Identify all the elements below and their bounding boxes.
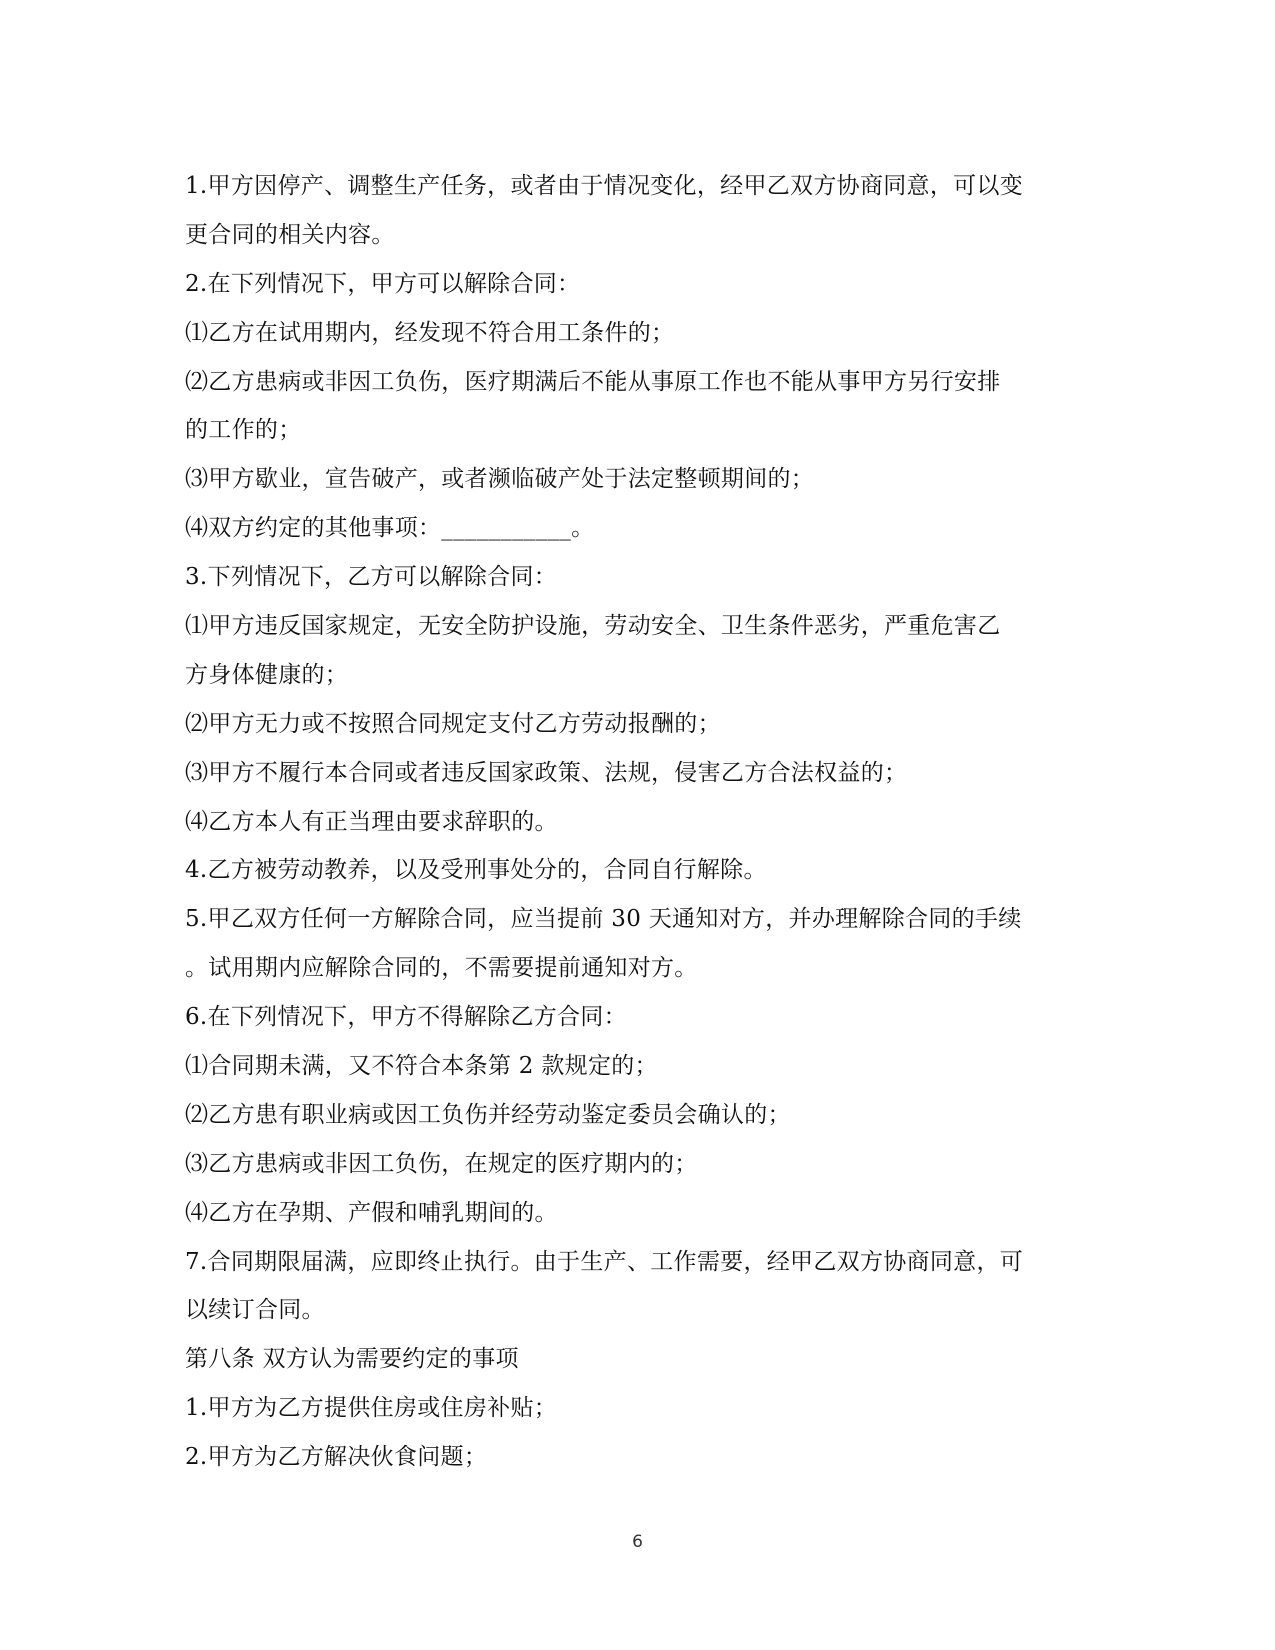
text-line: ⑴乙方在试用期内，经发现不符合用工条件的；	[185, 319, 675, 346]
text-line: ⑶甲方不履行本合同或者违反国家政策、法规，侵害乙方合法权益的；	[185, 759, 908, 786]
text-line: ⑶甲方歇业，宣告破产，或者濒临破产处于法定整顿期间的；	[185, 466, 815, 493]
text-line: ⑷乙方在孕期、产假和哺乳期间的。	[185, 1199, 558, 1226]
text-line: 方身体健康的；	[185, 661, 349, 688]
text-line: ⑷乙方本人有正当理由要求辞职的。	[185, 808, 558, 835]
text-line: ⑴合同期未满，又不符合本条第 2 款规定的；	[185, 1053, 658, 1080]
text-line: 1.甲方因停产、调整生产任务，或者由于情况变化，经甲乙双方协商同意，可以变	[185, 173, 1024, 199]
text-line: 更合同的相关内容。	[185, 221, 395, 248]
page-number: 6	[632, 1532, 643, 1552]
text-line: 以续订合同。	[185, 1297, 325, 1324]
text-line: 1.甲方为乙方提供住房或住房补贴；	[185, 1395, 558, 1422]
text-line: 。试用期内应解除合同的，不需要提前通知对方。	[185, 955, 698, 982]
text-line: 2.甲方为乙方解决伙食问题；	[185, 1444, 488, 1471]
text-line: 2.在下列情况下，甲方可以解除合同：	[185, 270, 581, 297]
text-line: 6.在下列情况下，甲方不得解除乙方合同：	[185, 1004, 627, 1031]
text-line: 的工作的；	[185, 417, 302, 444]
text-line: ⑶乙方患病或非因工负伤，在规定的医疗期内的；	[185, 1150, 698, 1177]
text-line: 7.合同期限届满，应即终止执行。由于生产、工作需要，经甲乙双方协商同意，可	[185, 1248, 1024, 1275]
text-line: ⑷双方约定的其他事项：___________。	[185, 515, 595, 542]
text-line: ⑵乙方患病或非因工负伤，医疗期满后不能从事原工作也不能从事甲方另行安排	[185, 368, 1001, 395]
text-line: 4.乙方被劳动教养，以及受刑事处分的，合同自行解除。	[185, 857, 767, 884]
document-body	[185, 162, 1105, 1482]
section-heading: 第八条 双方认为需要约定的事项	[185, 1346, 519, 1373]
text-line: ⑴甲方违反国家规定，无安全防护设施，劳动安全、卫生条件恶劣，严重危害乙	[185, 613, 1001, 640]
text-line: ⑵乙方患有职业病或因工负伤并经劳动鉴定委员会确认的；	[185, 1101, 791, 1128]
text-line: 3.下列情况下，乙方可以解除合同：	[185, 564, 558, 591]
text-line: 5.甲乙双方任何一方解除合同，应当提前 30 天通知对方，并办理解除合同的手续	[185, 906, 1022, 933]
text-line: ⑵甲方无力或不按照合同规定支付乙方劳动报酬的；	[185, 710, 721, 737]
